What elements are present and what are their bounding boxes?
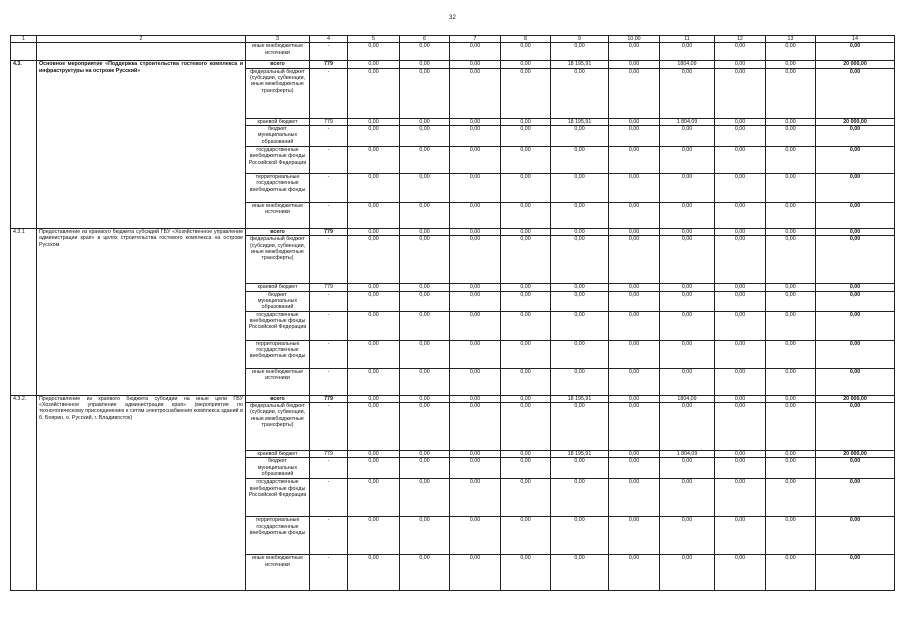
funding-source: территориальные государственные внебюджетные фонды: [246, 174, 310, 203]
year-amount-cell: 0,00: [501, 174, 551, 203]
year-amount-cell: 0,00: [766, 555, 816, 591]
year-amount-cell: 0,00: [766, 311, 816, 340]
total-amount-cell: 0,00: [816, 174, 895, 203]
year-amount-cell: 0,00: [609, 126, 660, 147]
year-amount-cell: 0,00: [551, 43, 609, 61]
year-amount-cell: 0,00: [766, 126, 816, 147]
year-amount-cell: 0,00: [450, 291, 501, 311]
year-amount-cell: 0,00: [766, 174, 816, 203]
activity-title: Основное мероприятие «Поддержка строительства гостевого комплекса и инфраструктуры на острове Русский»: [37, 61, 246, 229]
funding-source: иные внебюджетные источники: [246, 203, 310, 229]
funding-source: краевой бюджет: [246, 451, 310, 458]
funding-source: федеральный бюджет (субсидии, субвенции, иные межбюджетные трансферты): [246, 236, 310, 284]
year-amount-cell: 0,00: [609, 555, 660, 591]
year-amount-cell: 0,00: [715, 395, 766, 402]
total-amount-cell: 0,00: [816, 126, 895, 147]
year-amount-cell: 0,00: [766, 479, 816, 517]
year-amount-cell: 0,00: [348, 555, 400, 591]
year-amount-cell: 0,00: [348, 458, 400, 479]
total-amount-cell: 20 000,00: [816, 451, 895, 458]
year-amount-cell: 0,00: [609, 403, 660, 451]
year-amount-cell: 0,00: [715, 284, 766, 291]
year-amount-cell: 0,00: [609, 236, 660, 284]
year-amount-cell: 0,00: [609, 43, 660, 61]
year-amount-cell: 0,00: [348, 118, 400, 125]
ministry-code: 779: [310, 229, 348, 236]
year-amount-cell: 0,00: [348, 291, 400, 311]
year-amount-cell: 0,00: [766, 517, 816, 555]
year-amount-cell: 0,00: [400, 61, 450, 68]
year-amount-cell: 0,00: [551, 291, 609, 311]
year-amount-cell: 0,00: [450, 368, 501, 395]
year-amount-cell: 0,00: [766, 458, 816, 479]
funding-source: федеральный бюджет (субсидии, субвенции, иные межбюджетные трансферты): [246, 403, 310, 451]
year-amount-cell: 0,00: [551, 147, 609, 174]
ministry-code: -: [310, 403, 348, 451]
year-amount-cell: 0,00: [450, 555, 501, 591]
ministry-code: -: [310, 311, 348, 340]
total-amount-cell: 0,00: [816, 43, 895, 61]
total-amount-cell: 0,00: [816, 311, 895, 340]
year-amount-cell: 0,00: [660, 479, 715, 517]
year-amount-cell: 0,00: [766, 203, 816, 229]
year-amount-cell: 0,00: [609, 147, 660, 174]
year-amount-cell: 0,00: [660, 236, 715, 284]
year-amount-cell: 0,00: [715, 368, 766, 395]
funding-source: государственные внебюджетные фонды Российской Федерации: [246, 479, 310, 517]
funding-source: федеральный бюджет (субсидии, субвенции, иные межбюджетные трансферты): [246, 68, 310, 118]
year-amount-cell: 0,00: [348, 340, 400, 368]
year-amount-cell: 0,00: [715, 126, 766, 147]
year-amount-cell: 0,00: [348, 284, 400, 291]
year-amount-cell: 18 195,91: [551, 118, 609, 125]
funding-source: всего: [246, 61, 310, 68]
year-amount-cell: 0,00: [501, 311, 551, 340]
activity-title: Предоставление из краевого бюджета субсидии на иные цели ГБУ «Хозяйственное управление администрации края» (мероприятия по технологическому присоединению к сетям электроснабжения комплекса зданий в б. Боярин, о. Русский, г. Владивосток): [37, 395, 246, 591]
year-amount-cell: 0,00: [348, 311, 400, 340]
year-amount-cell: 0,00: [450, 284, 501, 291]
activity-number: 4.3.2.: [11, 395, 37, 591]
column-number-14: 14: [816, 36, 895, 43]
year-amount-cell: 0,00: [450, 236, 501, 284]
year-amount-cell: 0,00: [766, 284, 816, 291]
year-amount-cell: 0,00: [450, 403, 501, 451]
year-amount-cell: 0,00: [400, 368, 450, 395]
year-amount-cell: 0,00: [660, 555, 715, 591]
column-number-3: 3: [246, 36, 310, 43]
ministry-code: -: [310, 147, 348, 174]
total-amount-cell: 20 000,00: [816, 395, 895, 402]
total-amount-cell: 0,00: [816, 368, 895, 395]
year-amount-cell: 0,00: [660, 68, 715, 118]
year-amount-cell: 0,00: [450, 229, 501, 236]
year-amount-cell: 0,00: [400, 236, 450, 284]
column-number-row: [11, 36, 895, 43]
year-amount-cell: 0,00: [766, 147, 816, 174]
year-amount-cell: 18 195,91: [551, 395, 609, 402]
table-row: [11, 61, 895, 68]
ministry-code: 779: [310, 61, 348, 68]
year-amount-cell: 0,00: [348, 368, 400, 395]
year-amount-cell: 18 195,91: [551, 451, 609, 458]
year-amount-cell: 0,00: [715, 291, 766, 311]
year-amount-cell: 0,00: [348, 403, 400, 451]
year-amount-cell: 0,00: [551, 229, 609, 236]
year-amount-cell: 0,00: [766, 118, 816, 125]
year-amount-cell: 0,00: [400, 284, 450, 291]
funding-source: государственные внебюджетные фонды Российской Федерации: [246, 147, 310, 174]
activity-title: Предоставление из краевого бюджета субсидий ГБУ «Хозяйственное управление администрации края» в целях строительства гостевого комплекса на острове Русском: [37, 229, 246, 396]
total-amount-cell: 0,00: [816, 68, 895, 118]
year-amount-cell: 0,00: [400, 43, 450, 61]
year-amount-cell: 0,00: [660, 340, 715, 368]
year-amount-cell: 0,00: [501, 126, 551, 147]
year-amount-cell: 0,00: [715, 61, 766, 68]
year-amount-cell: 0,00: [609, 68, 660, 118]
year-amount-cell: 0,00: [551, 203, 609, 229]
activity-number: 4.3.: [11, 61, 37, 229]
column-number-2: 2: [37, 36, 246, 43]
ministry-code: -: [310, 291, 348, 311]
year-amount-cell: 0,00: [551, 174, 609, 203]
year-amount-cell: 0,00: [450, 517, 501, 555]
table-row: [11, 43, 895, 61]
total-amount-cell: 0,00: [816, 147, 895, 174]
ministry-code: 779: [310, 451, 348, 458]
total-amount-cell: 0,00: [816, 517, 895, 555]
year-amount-cell: 0,00: [348, 126, 400, 147]
ministry-code: -: [310, 126, 348, 147]
year-amount-cell: 0,00: [660, 284, 715, 291]
funding-source: государственные внебюджетные фонды Российской Федерации: [246, 311, 310, 340]
column-number-11: 11: [660, 36, 715, 43]
year-amount-cell: 0,00: [715, 236, 766, 284]
year-amount-cell: 0,00: [348, 395, 400, 402]
year-amount-cell: 0,00: [400, 517, 450, 555]
year-amount-cell: 0,00: [348, 174, 400, 203]
year-amount-cell: 0,00: [348, 147, 400, 174]
year-amount-cell: 0,00: [400, 147, 450, 174]
ministry-code: 779: [310, 284, 348, 291]
year-amount-cell: 0,00: [660, 311, 715, 340]
year-amount-cell: 0,00: [766, 368, 816, 395]
funding-source: территориальные государственные внебюджетные фонды: [246, 517, 310, 555]
year-amount-cell: 0,00: [450, 479, 501, 517]
funding-source: бюджет муниципальных образований: [246, 458, 310, 479]
year-amount-cell: 0,00: [715, 555, 766, 591]
year-amount-cell: 0,00: [766, 229, 816, 236]
year-amount-cell: 0,00: [551, 555, 609, 591]
year-amount-cell: 0,00: [609, 479, 660, 517]
year-amount-cell: 0,00: [501, 451, 551, 458]
year-amount-cell: 0,00: [501, 68, 551, 118]
year-amount-cell: 0,00: [551, 311, 609, 340]
year-amount-cell: 0,00: [400, 311, 450, 340]
year-amount-cell: 0,00: [450, 174, 501, 203]
activity-number: 4.3.1: [11, 229, 37, 396]
table-row: [11, 229, 895, 236]
year-amount-cell: 0,00: [400, 403, 450, 451]
year-amount-cell: 0,00: [501, 43, 551, 61]
column-number-12: 12: [715, 36, 766, 43]
activity-title: [37, 43, 246, 61]
year-amount-cell: 0,00: [715, 311, 766, 340]
year-amount-cell: 0,00: [551, 126, 609, 147]
ministry-code: -: [310, 203, 348, 229]
total-amount-cell: 0,00: [816, 458, 895, 479]
year-amount-cell: 0,00: [400, 118, 450, 125]
year-amount-cell: 0,00: [501, 395, 551, 402]
year-amount-cell: 1804,09: [660, 395, 715, 402]
year-amount-cell: 0,00: [348, 229, 400, 236]
year-amount-cell: 0,00: [501, 291, 551, 311]
ministry-code: -: [310, 368, 348, 395]
year-amount-cell: 0,00: [766, 451, 816, 458]
table-row: [11, 395, 895, 402]
year-amount-cell: 0,00: [660, 403, 715, 451]
year-amount-cell: 0,00: [715, 229, 766, 236]
year-amount-cell: 0,00: [501, 118, 551, 125]
column-number-10: 10,00: [609, 36, 660, 43]
year-amount-cell: 0,00: [501, 229, 551, 236]
year-amount-cell: 0,00: [660, 229, 715, 236]
year-amount-cell: 0,00: [766, 395, 816, 402]
year-amount-cell: 0,00: [450, 118, 501, 125]
column-number-5: 5: [348, 36, 400, 43]
year-amount-cell: 0,00: [715, 203, 766, 229]
budget-table: [10, 35, 895, 591]
year-amount-cell: 0,00: [609, 203, 660, 229]
year-amount-cell: 0,00: [551, 479, 609, 517]
year-amount-cell: 0,00: [766, 43, 816, 61]
ministry-code: 779: [310, 395, 348, 402]
total-amount-cell: 0,00: [816, 555, 895, 591]
year-amount-cell: 0,00: [715, 479, 766, 517]
year-amount-cell: 0,00: [660, 126, 715, 147]
ministry-code: 779: [310, 118, 348, 125]
year-amount-cell: 0,00: [501, 458, 551, 479]
funding-source: территориальные государственные внебюджетные фонды: [246, 340, 310, 368]
year-amount-cell: 0,00: [400, 555, 450, 591]
ministry-code: -: [310, 236, 348, 284]
ministry-code: -: [310, 43, 348, 61]
year-amount-cell: 0,00: [715, 403, 766, 451]
year-amount-cell: 0,00: [609, 118, 660, 125]
year-amount-cell: 0,00: [609, 174, 660, 203]
year-amount-cell: 0,00: [551, 68, 609, 118]
year-amount-cell: 0,00: [609, 451, 660, 458]
year-amount-cell: 0,00: [715, 118, 766, 125]
year-amount-cell: 0,00: [660, 203, 715, 229]
page-number: 32: [449, 15, 456, 21]
year-amount-cell: 0,00: [400, 203, 450, 229]
year-amount-cell: 0,00: [348, 451, 400, 458]
year-amount-cell: 1804,09: [660, 61, 715, 68]
year-amount-cell: 0,00: [609, 517, 660, 555]
funding-source: иные внебюджетные источники: [246, 43, 310, 61]
year-amount-cell: 0,00: [715, 517, 766, 555]
funding-source: всего: [246, 395, 310, 402]
funding-source: бюджет муниципальных образований: [246, 291, 310, 311]
year-amount-cell: 0,00: [766, 340, 816, 368]
year-amount-cell: 0,00: [715, 68, 766, 118]
year-amount-cell: 0,00: [660, 458, 715, 479]
ministry-code: -: [310, 555, 348, 591]
year-amount-cell: 0,00: [348, 43, 400, 61]
total-amount-cell: 0,00: [816, 403, 895, 451]
year-amount-cell: 0,00: [400, 340, 450, 368]
year-amount-cell: 0,00: [450, 126, 501, 147]
year-amount-cell: 0,00: [450, 61, 501, 68]
year-amount-cell: 0,00: [400, 68, 450, 118]
funding-source: иные внебюджетные источники: [246, 555, 310, 591]
year-amount-cell: 0,00: [400, 174, 450, 203]
year-amount-cell: 0,00: [715, 340, 766, 368]
activity-number: [11, 43, 37, 61]
year-amount-cell: 0,00: [450, 451, 501, 458]
year-amount-cell: 0,00: [400, 291, 450, 311]
year-amount-cell: 0,00: [348, 517, 400, 555]
year-amount-cell: 0,00: [501, 368, 551, 395]
year-amount-cell: 1 804,09: [660, 451, 715, 458]
year-amount-cell: 0,00: [551, 340, 609, 368]
total-amount-cell: 0,00: [816, 479, 895, 517]
year-amount-cell: 0,00: [551, 403, 609, 451]
year-amount-cell: 0,00: [715, 451, 766, 458]
year-amount-cell: 0,00: [450, 311, 501, 340]
year-amount-cell: 0,00: [766, 291, 816, 311]
year-amount-cell: 0,00: [715, 43, 766, 61]
year-amount-cell: 0,00: [348, 61, 400, 68]
year-amount-cell: 0,00: [715, 147, 766, 174]
year-amount-cell: 0,00: [450, 43, 501, 61]
year-amount-cell: 0,00: [400, 229, 450, 236]
year-amount-cell: 0,00: [501, 236, 551, 284]
total-amount-cell: 0,00: [816, 284, 895, 291]
ministry-code: -: [310, 458, 348, 479]
year-amount-cell: 0,00: [400, 395, 450, 402]
year-amount-cell: 0,00: [660, 147, 715, 174]
year-amount-cell: 0,00: [609, 291, 660, 311]
year-amount-cell: 1 804,09: [660, 118, 715, 125]
year-amount-cell: 0,00: [450, 203, 501, 229]
ministry-code: -: [310, 517, 348, 555]
funding-source: иные внебюджетные источники: [246, 368, 310, 395]
year-amount-cell: 0,00: [501, 203, 551, 229]
column-number-9: 9: [551, 36, 609, 43]
year-amount-cell: 0,00: [501, 147, 551, 174]
year-amount-cell: 0,00: [501, 61, 551, 68]
year-amount-cell: 0,00: [450, 68, 501, 118]
total-amount-cell: 0,00: [816, 340, 895, 368]
year-amount-cell: 0,00: [660, 368, 715, 395]
year-amount-cell: 0,00: [660, 174, 715, 203]
year-amount-cell: 0,00: [609, 311, 660, 340]
year-amount-cell: 0,00: [609, 368, 660, 395]
year-amount-cell: 0,00: [551, 517, 609, 555]
ministry-code: -: [310, 479, 348, 517]
funding-source: всего: [246, 229, 310, 236]
year-amount-cell: 0,00: [348, 203, 400, 229]
year-amount-cell: 0,00: [660, 43, 715, 61]
year-amount-cell: 0,00: [400, 126, 450, 147]
year-amount-cell: 0,00: [450, 147, 501, 174]
year-amount-cell: 18 195,91: [551, 61, 609, 68]
funding-source: бюджет муниципальных образований: [246, 126, 310, 147]
year-amount-cell: 0,00: [551, 236, 609, 284]
year-amount-cell: 0,00: [609, 61, 660, 68]
year-amount-cell: 0,00: [400, 458, 450, 479]
ministry-code: -: [310, 340, 348, 368]
total-amount-cell: 20 000,00: [816, 118, 895, 125]
year-amount-cell: 0,00: [501, 403, 551, 451]
total-amount-cell: 0,00: [816, 203, 895, 229]
column-number-13: 13: [766, 36, 816, 43]
total-amount-cell: 20 000,00: [816, 61, 895, 68]
total-amount-cell: 0,00: [816, 291, 895, 311]
year-amount-cell: 0,00: [551, 284, 609, 291]
year-amount-cell: 0,00: [501, 479, 551, 517]
funding-source: краевой бюджет: [246, 118, 310, 125]
year-amount-cell: 0,00: [609, 284, 660, 291]
year-amount-cell: 0,00: [609, 340, 660, 368]
year-amount-cell: 0,00: [609, 395, 660, 402]
year-amount-cell: 0,00: [450, 458, 501, 479]
year-amount-cell: 0,00: [609, 229, 660, 236]
year-amount-cell: 0,00: [400, 479, 450, 517]
ministry-code: -: [310, 68, 348, 118]
year-amount-cell: 0,00: [450, 395, 501, 402]
year-amount-cell: 0,00: [766, 236, 816, 284]
column-number-7: 7: [450, 36, 501, 43]
year-amount-cell: 0,00: [660, 517, 715, 555]
year-amount-cell: 0,00: [348, 479, 400, 517]
year-amount-cell: 0,00: [715, 458, 766, 479]
funding-source: краевой бюджет: [246, 284, 310, 291]
year-amount-cell: 0,00: [450, 340, 501, 368]
year-amount-cell: 0,00: [551, 458, 609, 479]
ministry-code: -: [310, 174, 348, 203]
column-number-6: 6: [400, 36, 450, 43]
year-amount-cell: 0,00: [766, 61, 816, 68]
year-amount-cell: 0,00: [660, 291, 715, 311]
column-number-4: 4: [310, 36, 348, 43]
year-amount-cell: 0,00: [766, 403, 816, 451]
year-amount-cell: 0,00: [501, 517, 551, 555]
year-amount-cell: 0,00: [400, 451, 450, 458]
total-amount-cell: 0,00: [816, 229, 895, 236]
year-amount-cell: 0,00: [348, 236, 400, 284]
column-number-8: 8: [501, 36, 551, 43]
year-amount-cell: 0,00: [501, 555, 551, 591]
year-amount-cell: 0,00: [609, 458, 660, 479]
year-amount-cell: 0,00: [766, 68, 816, 118]
total-amount-cell: 0,00: [816, 236, 895, 284]
year-amount-cell: 0,00: [501, 340, 551, 368]
year-amount-cell: 0,00: [501, 284, 551, 291]
year-amount-cell: 0,00: [348, 68, 400, 118]
year-amount-cell: 0,00: [715, 174, 766, 203]
year-amount-cell: 0,00: [551, 368, 609, 395]
column-number-1: 1: [11, 36, 37, 43]
